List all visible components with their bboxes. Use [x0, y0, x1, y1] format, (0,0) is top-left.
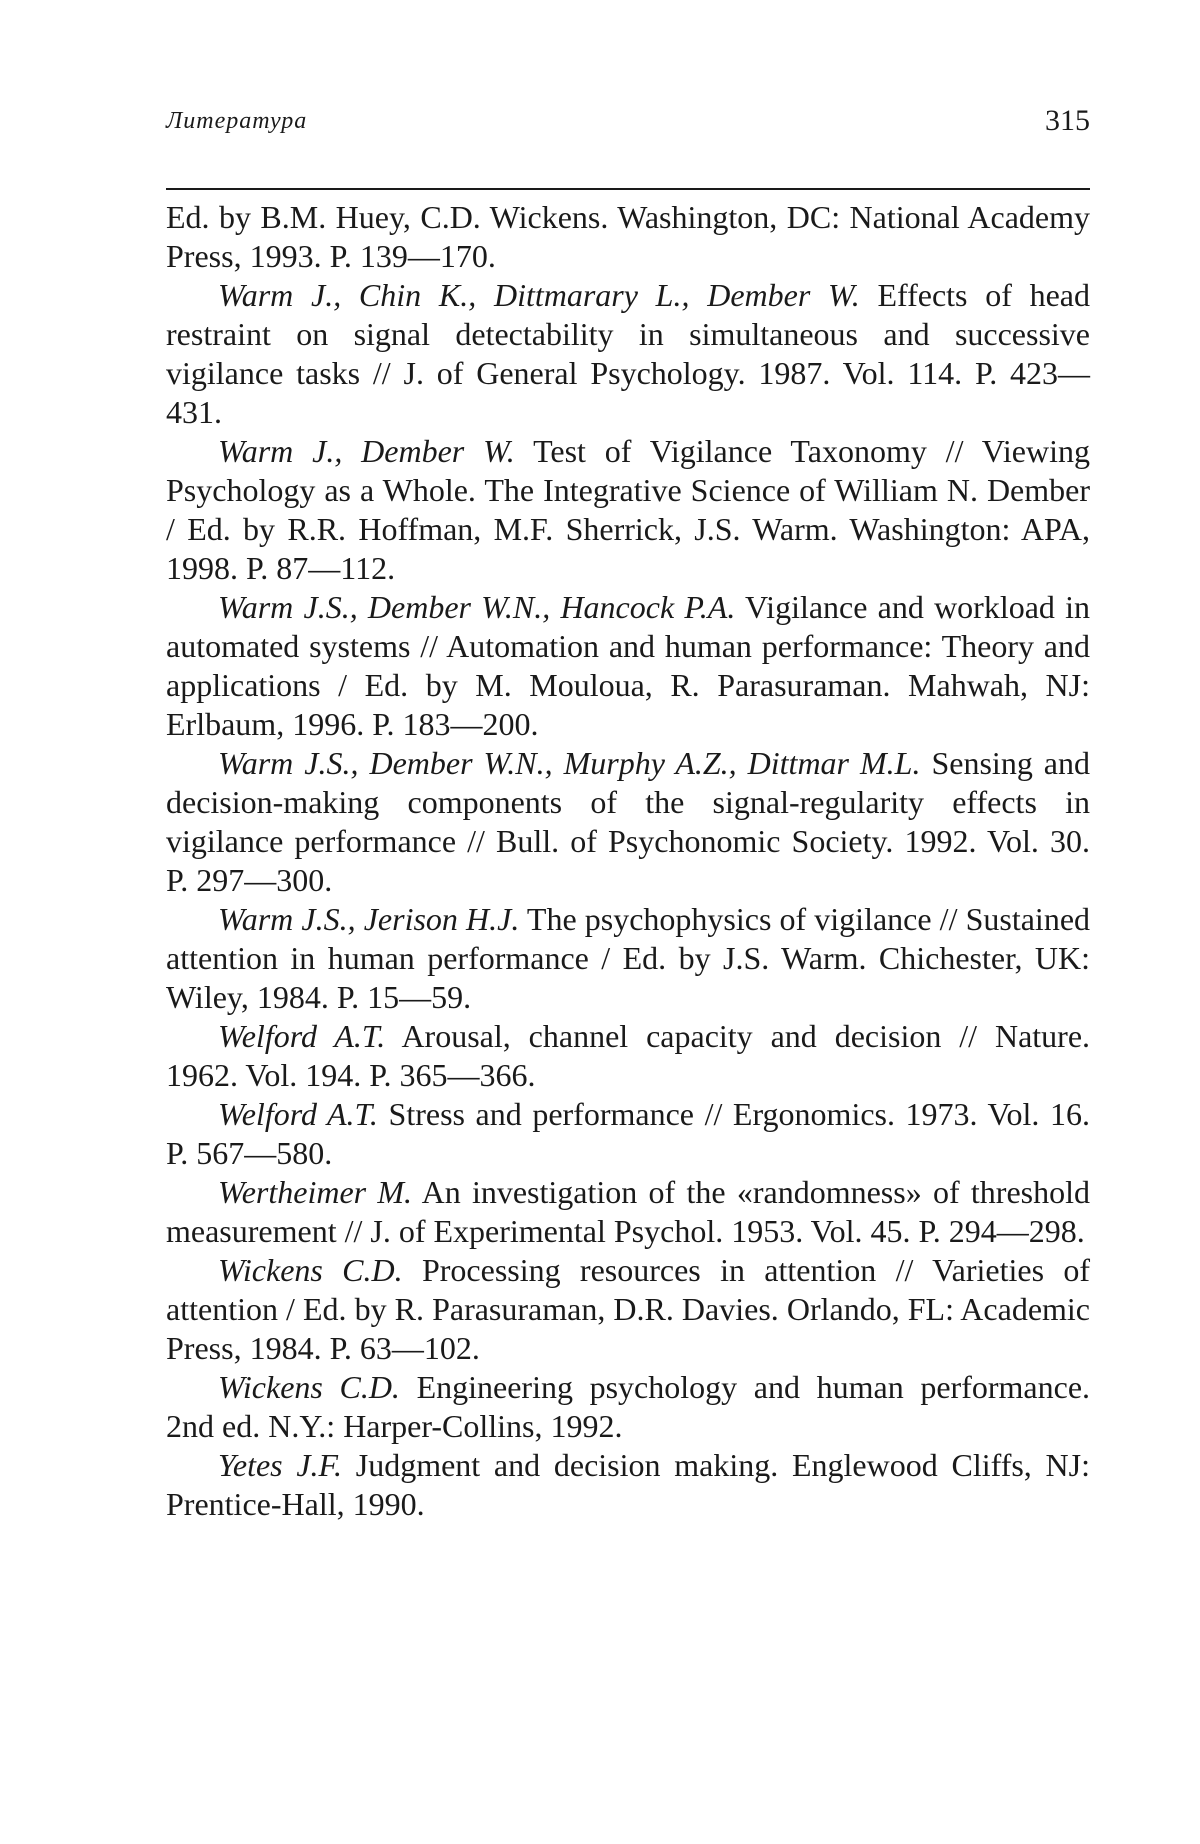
reference-list	[166, 198, 1090, 1524]
reference-entry	[166, 744, 1090, 900]
reference-text: Vigilance and workload in automated systems // Automation and human performance: Theory and applications / Ed. by M. Mouloua, R. Parasuraman. Mahwah, NJ: Erlbaum, 1996. P. 183—200.	[166, 589, 1090, 742]
reference-entry	[166, 900, 1090, 1017]
reference-text: Sensing and decision-making components of the signal-regularity effects in vigilance performance // Bull. of Psychonomic Society. 1992. Vol. 30. P. 297—300.	[166, 745, 1090, 898]
reference-text: Processing resources in attention // Varieties of attention / Ed. by R. Parasuraman, D.R. Davies. Orlando, FL: Academic Press, 1984. P. 63—102.	[166, 1252, 1090, 1366]
reference-text: Arousal, channel capacity and decision // Nature. 1962. Vol. 194. P. 365—366.	[166, 1018, 1090, 1093]
reference-entry	[166, 198, 1090, 276]
reference-entry	[166, 588, 1090, 744]
reference-entry	[166, 1095, 1090, 1173]
reference-text: Judgment and decision making. Englewood Cliffs, NJ: Prentice-Hall, 1990.	[166, 1447, 1090, 1522]
header-rule	[166, 188, 1090, 190]
reference-entry	[166, 1017, 1090, 1095]
reference-text: Stress and performance // Ergonomics. 1973. Vol. 16. P. 567—580.	[166, 1096, 1090, 1171]
reference-entry	[166, 276, 1090, 432]
reference-author: Wickens C.D.	[218, 1252, 403, 1288]
page-number: 315	[1045, 104, 1090, 138]
reference-author: Wickens C.D.	[218, 1369, 400, 1405]
reference-author: Warm J.S., Jerison H.J.	[218, 901, 519, 937]
reference-author: Warm J., Chin K., Dittmarary L., Dember W.	[218, 277, 860, 313]
reference-text: Engineering psychology and human performance. 2nd ed. N.Y.: Harper-Collins, 1992.	[166, 1369, 1090, 1444]
reference-author: Warm J.S., Dember W.N., Murphy A.Z., Dittmar M.L.	[218, 745, 920, 781]
reference-entry	[166, 1368, 1090, 1446]
reference-author: Wertheimer M.	[218, 1174, 412, 1210]
reference-author: Welford A.T.	[218, 1096, 378, 1132]
reference-author: Warm J.S., Dember W.N., Hancock P.A.	[218, 589, 735, 625]
reference-text: Test of Vigilance Taxonomy // Viewing Psychology as a Whole. The Integrative Science of William N. Dember / Ed. by R.R. Hoffman, M.F. Sherrick, J.S. Warm. Washington: APA, 1998. P. 87—112.	[166, 433, 1090, 586]
reference-author: Welford A.T.	[218, 1018, 385, 1054]
reference-author: Warm J., Dember W.	[218, 433, 515, 469]
reference-entry	[166, 1251, 1090, 1368]
reference-text: An investigation of the «randomness» of threshold measurement // J. of Experimental Psychol. 1953. Vol. 45. P. 294—298.	[166, 1174, 1090, 1249]
reference-entry	[166, 1173, 1090, 1251]
reference-entry	[166, 432, 1090, 588]
reference-text: The psychophysics of vigilance // Sustained attention in human performance / Ed. by J.S. Warm. Chichester, UK: Wiley, 1984. P. 15—59.	[166, 901, 1090, 1015]
running-title: Литература	[166, 108, 307, 135]
reference-author: Yetes J.F.	[218, 1447, 342, 1483]
reference-entry	[166, 1446, 1090, 1524]
reference-text: Effects of head restraint on signal detectability in simultaneous and successive vigilance tasks // J. of General Psychology. 1987. Vol. 114. P. 423—431.	[166, 277, 1090, 430]
reference-text: Ed. by B.M. Huey, C.D. Wickens. Washington, DC: National Academy Press, 1993. P. 139—170.	[166, 199, 1090, 274]
